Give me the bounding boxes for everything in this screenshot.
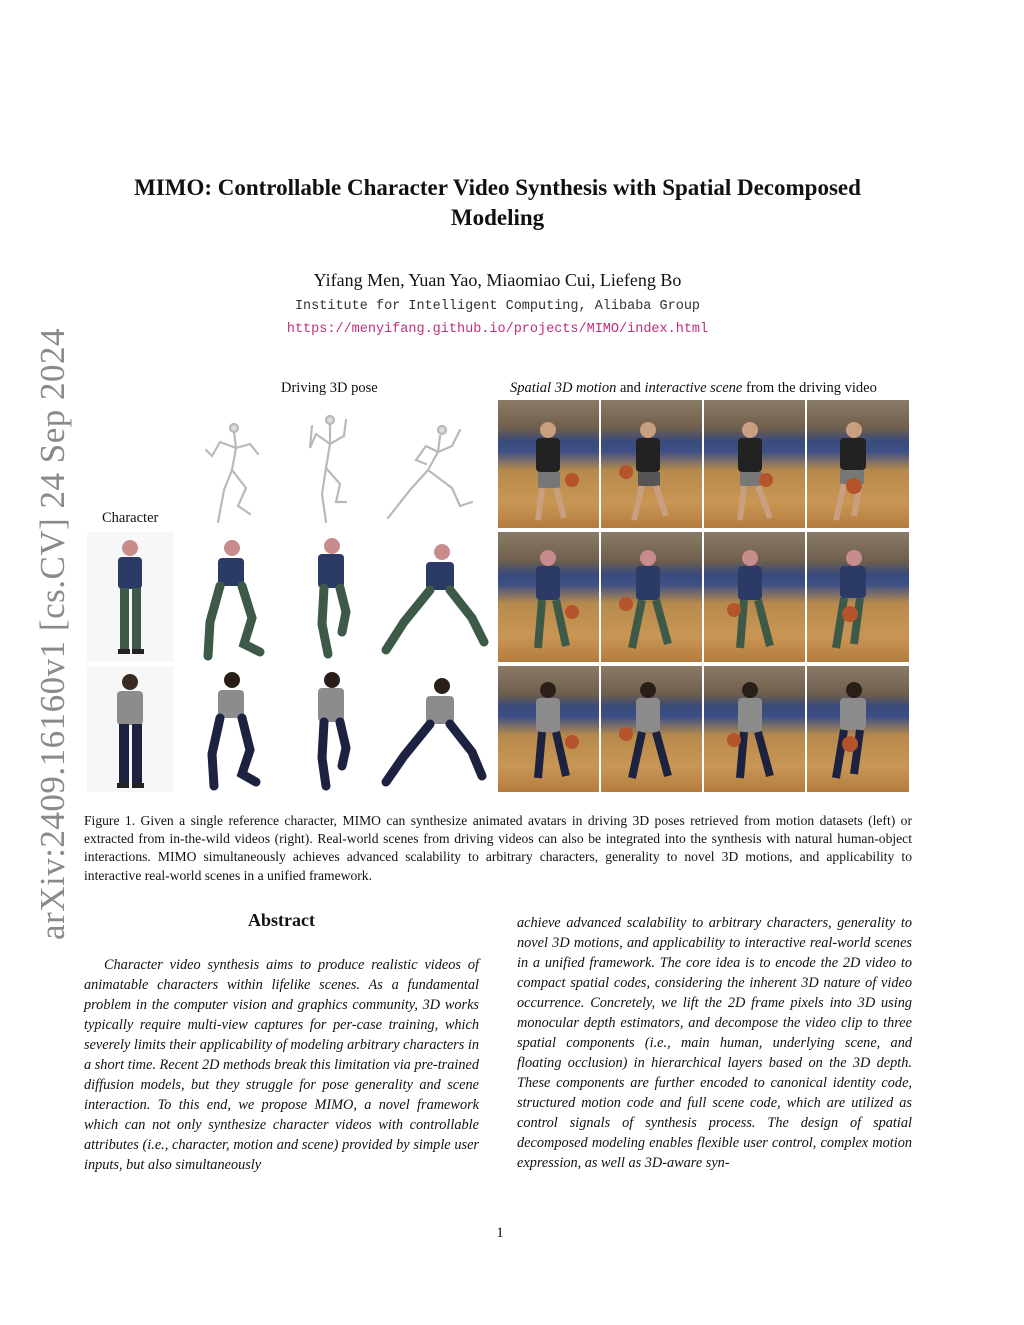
posed-real-row <box>190 666 490 792</box>
paper-title: MIMO: Controllable Character Video Synthesis with Spatial Decomposed Modeling <box>134 175 861 230</box>
author-list: Yifang Men, Yuan Yao, Miaomiao Cui, Liefeng Bo <box>313 270 682 290</box>
court-player-overlays <box>498 400 909 792</box>
real-pose-3 <box>386 678 482 782</box>
real-pose-1 <box>212 672 256 786</box>
abstract-left-column <box>84 955 479 1175</box>
row3-players <box>536 682 866 778</box>
reference-character-anime <box>87 532 174 662</box>
right-header-italic-1: Spatial 3D motion <box>510 380 617 396</box>
arxiv-stamp: arXiv:2409.16160v1 [cs.CV] 24 Sep 2024 <box>33 327 72 940</box>
anime-pose-1 <box>208 540 260 656</box>
right-header-italic-2: interactive scene <box>644 380 743 396</box>
abstract-right-column <box>517 913 912 1173</box>
reference-character-real <box>87 666 174 792</box>
abstract-heading: Abstract <box>248 910 315 930</box>
row2-players <box>536 550 866 648</box>
character-label: Character <box>102 510 159 526</box>
anime-pose-3 <box>386 544 484 650</box>
real-pose-2 <box>318 672 346 786</box>
right-header-and: and <box>616 380 645 396</box>
figure-caption: Figure 1. Given a single reference character, MIMO can synthesize animated avatars in driving 3D poses retrieved from motion datasets (left) or extracted from in-the-wild videos (right). Real-world scenes from driving videos can also be integrated into the synthesis with natural human-object interactions. MIMO simultaneously achieves advanced scalability to arbitrary characters, generality to novel 3D motions, and applicability to interactive real-world scenes in a unified framework. <box>84 813 912 883</box>
abstract-right-text: achieve advanced scalability to arbitrary characters, generality to novel 3D motions, and applicability to interactive real-world scenes in a unified framework. The core idea is to encode the 2D video to compact spatial codes, considering the inherent 3D nature of video occurrence. Concretely, we lift the 2D frame pixels into 3D using monocular depth estimators, and decompose the video clip to three spatial components (i.e., main human, underlying scene, and floating occlusion) in hierarchical layers based on the 3D depth. These components are further encoded to canonical identity code, structured motion code and full scene code, which are utilized as control signals of synthesis process. The design of spatial decomposed modeling enables flexible user control, complex motion expression, as well as 3D-aware syn- <box>517 915 912 1171</box>
right-header <box>510 380 877 397</box>
row1-players <box>536 422 866 520</box>
skeleton-row <box>190 410 490 530</box>
skeleton-pose-1 <box>206 424 258 522</box>
posed-anime-row <box>190 532 490 662</box>
affiliation: Institute for Intelligent Computing, Alibaba Group <box>294 299 701 314</box>
figure-anime-standing <box>87 532 174 662</box>
project-url[interactable]: https://menyifang.github.io/projects/MIMO/index.html <box>286 322 709 337</box>
skeleton-pose-2 <box>310 416 346 522</box>
skeleton-pose-3 <box>388 426 472 518</box>
right-header-tail: from the driving video <box>742 380 877 396</box>
abstract-left-text: Character video synthesis aims to produce realistic videos of animatable characters within lifelike scenes. As a fundamental problem in the computer vision and graphics community, 3D works typically require multi-view captures for per-case training, which severely limits their applicability of modeling arbitrary characters in a short time. Recent 2D methods break this limitation via pre-trained diffusion models, but they struggle for pose generality and scene interaction. To this end, we propose MIMO, a novel framework which can not only synthesize character videos with controllable attributes (i.e., character, motion and scene) provided by simple user inputs, but also simultaneously <box>84 957 479 1173</box>
driving-pose-label: Driving 3D pose <box>281 380 378 396</box>
anime-pose-2 <box>318 538 346 654</box>
figure-real-standing <box>87 666 174 792</box>
page-number: 1 <box>496 1225 504 1241</box>
